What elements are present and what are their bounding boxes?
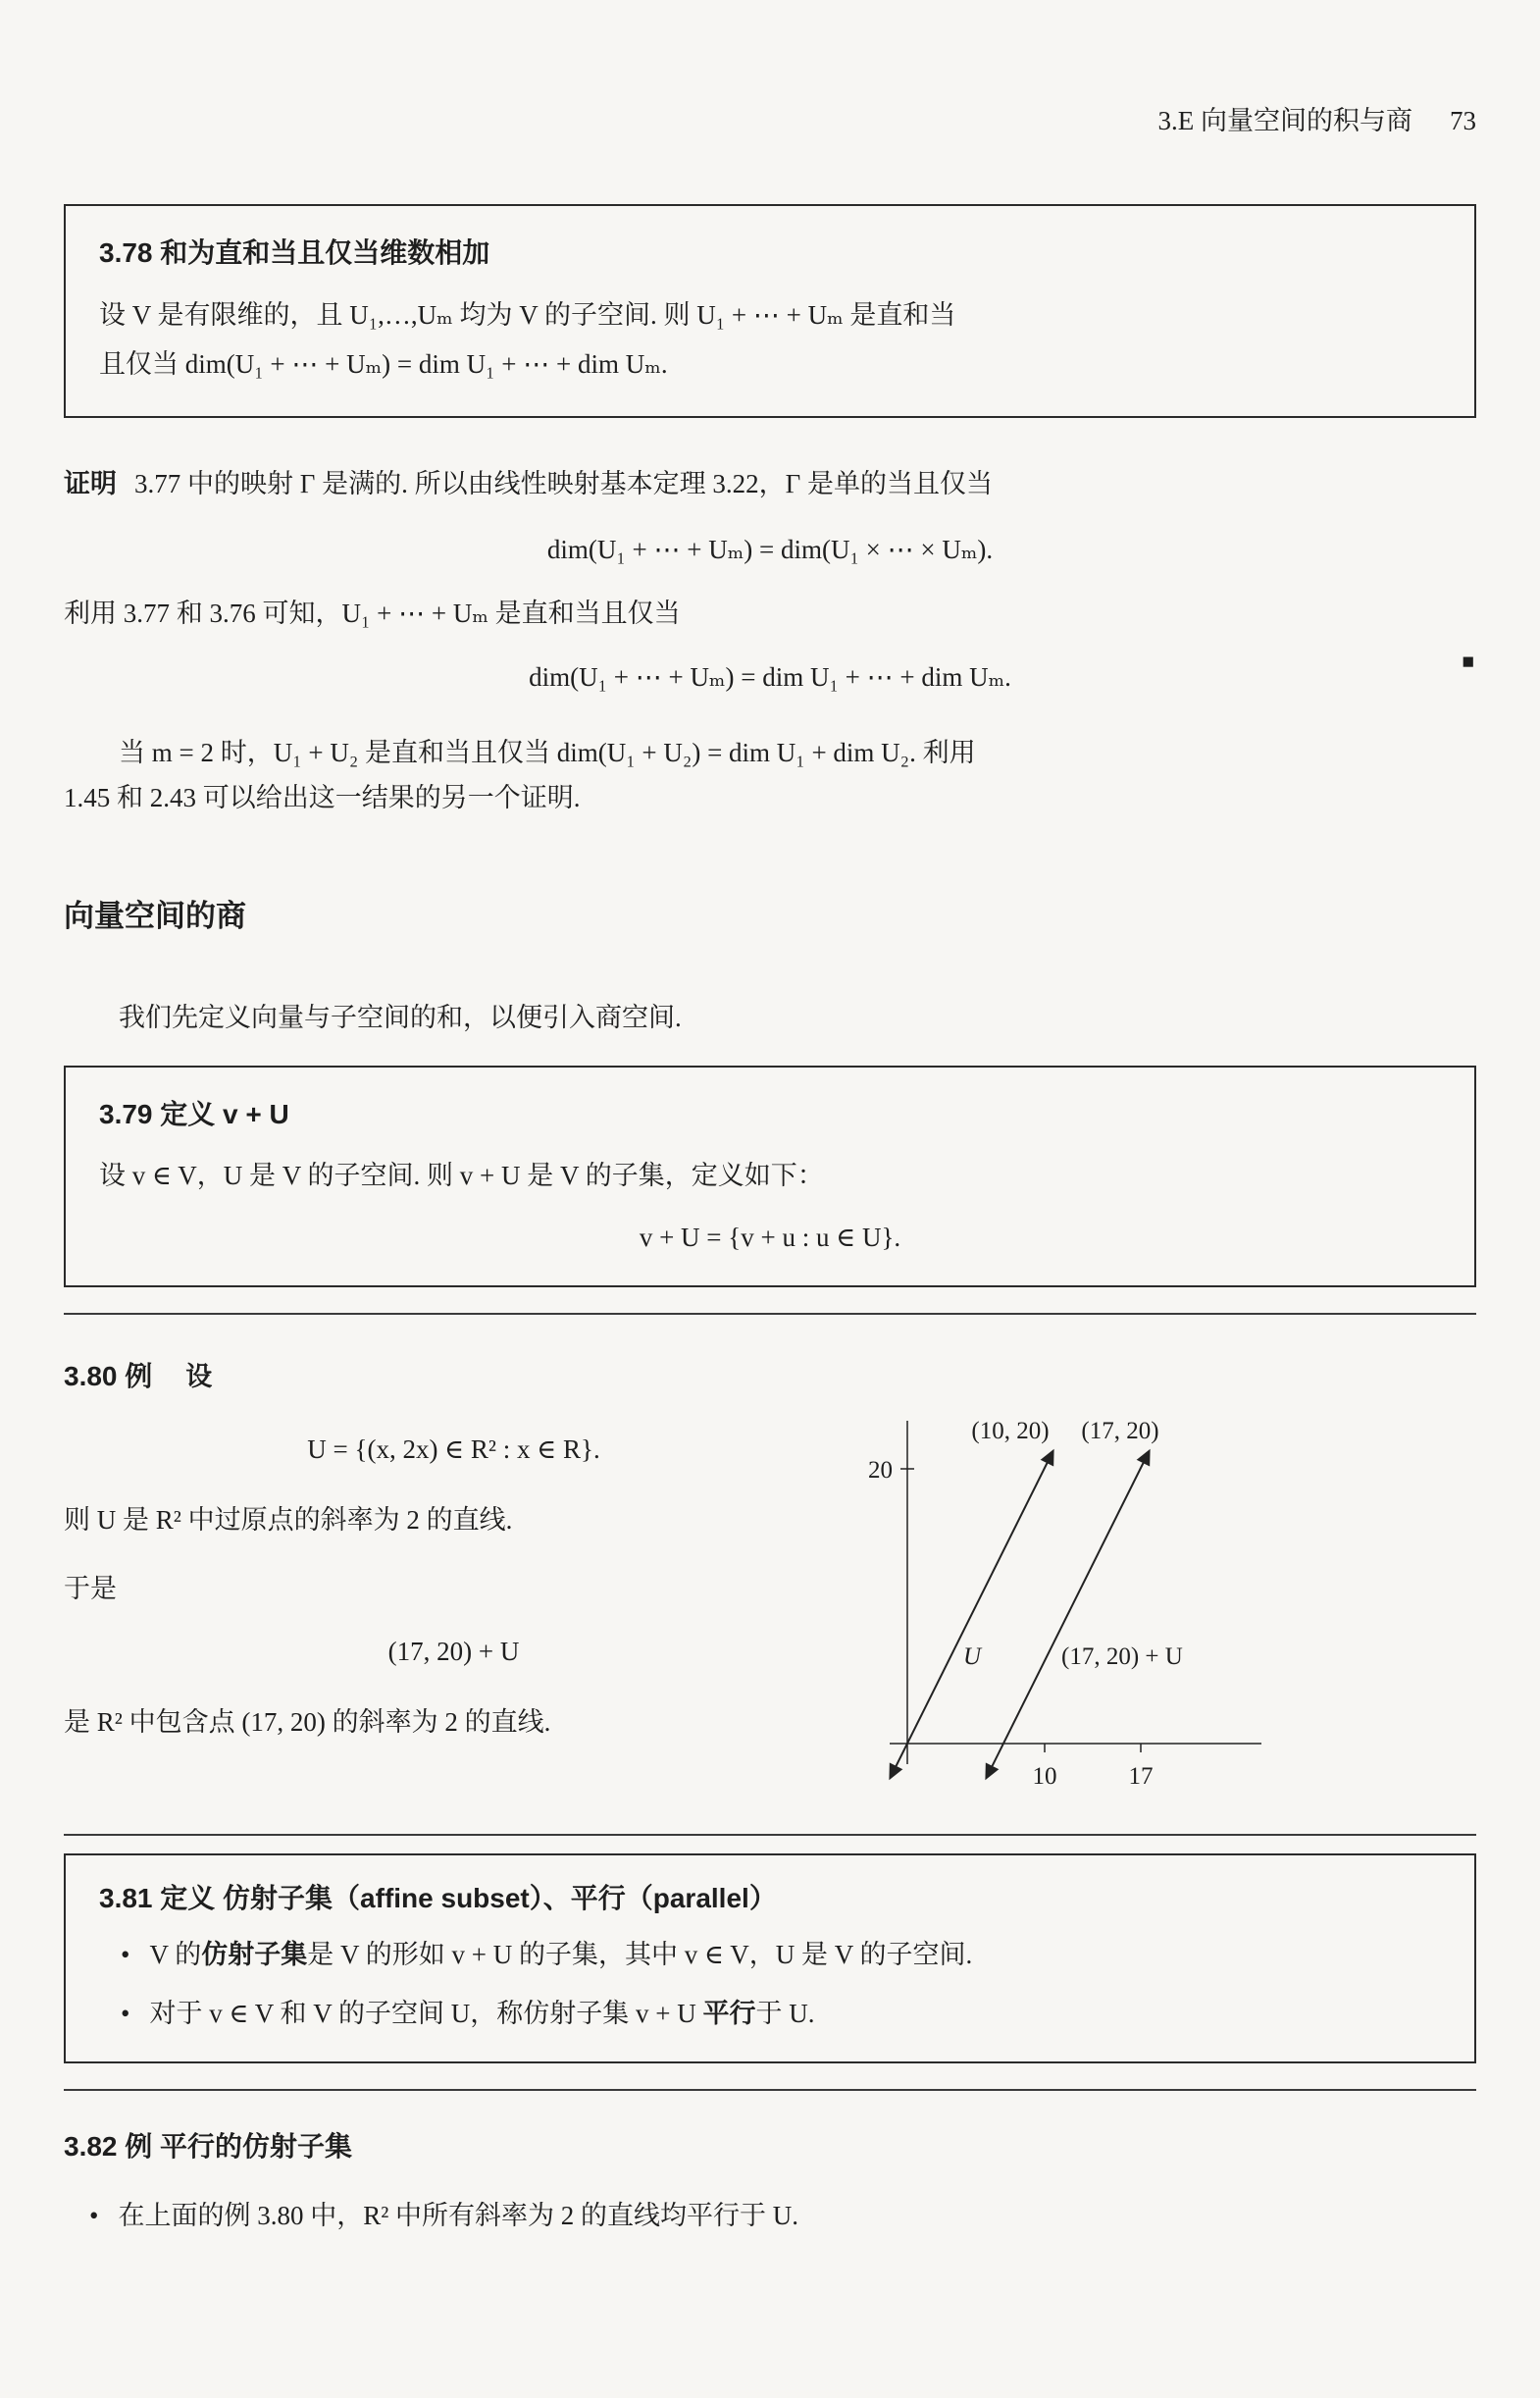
parallel-lines-plot: [853, 1405, 1324, 1811]
line-u-label: U: [963, 1643, 982, 1670]
x-tick-label-10: 10: [1032, 1763, 1057, 1790]
example-3-82-title: 3.82 例 平行的仿射子集: [64, 2131, 353, 2162]
theorem-title: 3.78 和为直和当且仅当维数相加: [99, 237, 490, 268]
bullet-item-affine-subset: [99, 1932, 1441, 1977]
header-section-title: 3.E 向量空间的积与商: [1157, 106, 1412, 135]
section-divider-1: [64, 1313, 1476, 1315]
definition-line: 设 v ∈ V，U 是 V 的子空间. 则 v + U 是 V 的子集，定义如下：: [99, 1161, 824, 1190]
example-3-80-paragraph-3: 是 R² 中包含点 (17, 20) 的斜率为 2 的直线.: [64, 1707, 551, 1737]
example-3-80-figure: [853, 1405, 1324, 1816]
definition-box-3-79: [64, 1066, 1476, 1287]
bullet-icon: •: [121, 1999, 130, 2028]
section-divider-2: [64, 1834, 1476, 1836]
page-number: 73: [1450, 106, 1476, 135]
example-3-82-heading: [64, 2128, 1476, 2165]
display-formula-row: [64, 650, 1476, 697]
example-3-80-paragraph-1: 则 U 是 R² 中过原点的斜率为 2 的直线.: [64, 1505, 513, 1535]
section-heading-quotient: 向量空间的商: [64, 899, 246, 933]
remark-line-2: 1.45 和 2.43 可以给出这一结果的另一个证明.: [64, 783, 581, 812]
proof-paragraph-1: [64, 461, 1476, 506]
bullet-text-affine-subset: V 的仿射子集是 V 的形如 v + U 的子集，其中 v ∈ V，U 是 V 的子空间.: [149, 1940, 973, 1969]
example-3-80-text-column: [64, 1411, 844, 1816]
example-3-80-paragraph-2: 于是: [64, 1574, 117, 1603]
intro-paragraph: 我们先定义向量与子空间的和，以便引入商空间.: [119, 1003, 682, 1032]
definition-title: 3.79 定义 v + U: [99, 1099, 289, 1129]
example-3-82-bullet: [64, 2193, 1476, 2238]
proof-label: 证明: [64, 469, 117, 498]
definition-body: [99, 1152, 1441, 1258]
proof-paragraph-1-text: 3.77 中的映射 Γ 是满的. 所以由线性映射基本定理 3.22，Γ 是单的当且仅当: [134, 469, 993, 498]
theorem-box-3-78: [64, 204, 1476, 418]
bullet-icon: •: [89, 2201, 99, 2230]
definition-box-3-81: [64, 1853, 1476, 2063]
line-u-translated: [987, 1452, 1149, 1777]
definition-3-81-bullets: [99, 1932, 1441, 2036]
x-tick-label-17: 17: [1128, 1763, 1154, 1790]
point-label-17-20: (17, 20): [1081, 1418, 1159, 1444]
theorem-line-1: 设 V 是有限维的，且 U₁,…,Uₘ 均为 V 的子空间. 则 U₁ + ⋯ + Uₘ 是直和当: [99, 300, 956, 330]
definition-3-81-title: 3.81 定义 仿射子集（affine subset）、平行（parallel）: [99, 1883, 777, 1913]
proof-paragraph-2: 利用 3.77 和 3.76 可知，U₁ + ⋯ + Uₘ 是直和当且仅当: [64, 599, 681, 628]
bullet-text-parallel: 对于 v ∈ V 和 V 的子空间 U，称仿射子集 v + U 平行于 U.: [149, 1999, 815, 2028]
point-label-10-20: (10, 20): [971, 1418, 1050, 1444]
example-3-80-number: 3.80 例: [64, 1361, 153, 1391]
example-3-80-heading: [64, 1358, 1476, 1395]
remark-line-1: 当 m = 2 时，U₁ + U₂ 是直和当且仅当 dim(U₁ + U₂) = dim U₁ + dim U₂. 利用: [119, 738, 976, 767]
section-divider-3: [64, 2089, 1476, 2091]
example-3-82-bullet-text: 在上面的例 3.80 中，R² 中所有斜率为 2 的直线均平行于 U.: [118, 2201, 799, 2230]
example-3-80-body: [64, 1411, 1476, 1816]
theorem-line-2: 且仅当 dim(U₁ + ⋯ + Uₘ) = dim U₁ + ⋯ + dim Uₘ.: [99, 349, 668, 379]
formula-u-definition: U = {(x, 2x) ∈ R² : x ∈ R}.: [307, 1434, 600, 1464]
running-header: [64, 106, 1476, 135]
example-3-80-lead: 设: [185, 1362, 213, 1391]
bullet-item-parallel: [99, 1991, 1441, 2036]
y-tick-label-20: 20: [868, 1457, 893, 1484]
formula-affine-subset: (17, 20) + U: [387, 1637, 520, 1666]
display-formula-injective: dim(U₁ + ⋯ + Uₘ) = dim(U₁ × ⋯ × Uₘ).: [546, 535, 994, 564]
theorem-body: [99, 290, 1441, 389]
line-translated-label: (17, 20) + U: [1061, 1643, 1183, 1670]
qed-square-icon: ■: [1462, 650, 1474, 673]
display-formula-v-plus-u: v + U = {v + u : u ∈ U}.: [639, 1223, 901, 1252]
bullet-icon: •: [121, 1940, 130, 1969]
display-formula-dimension: dim(U₁ + ⋯ + Uₘ) = dim U₁ + ⋯ + dim Uₘ.: [529, 662, 1011, 692]
line-u: [891, 1452, 1052, 1777]
